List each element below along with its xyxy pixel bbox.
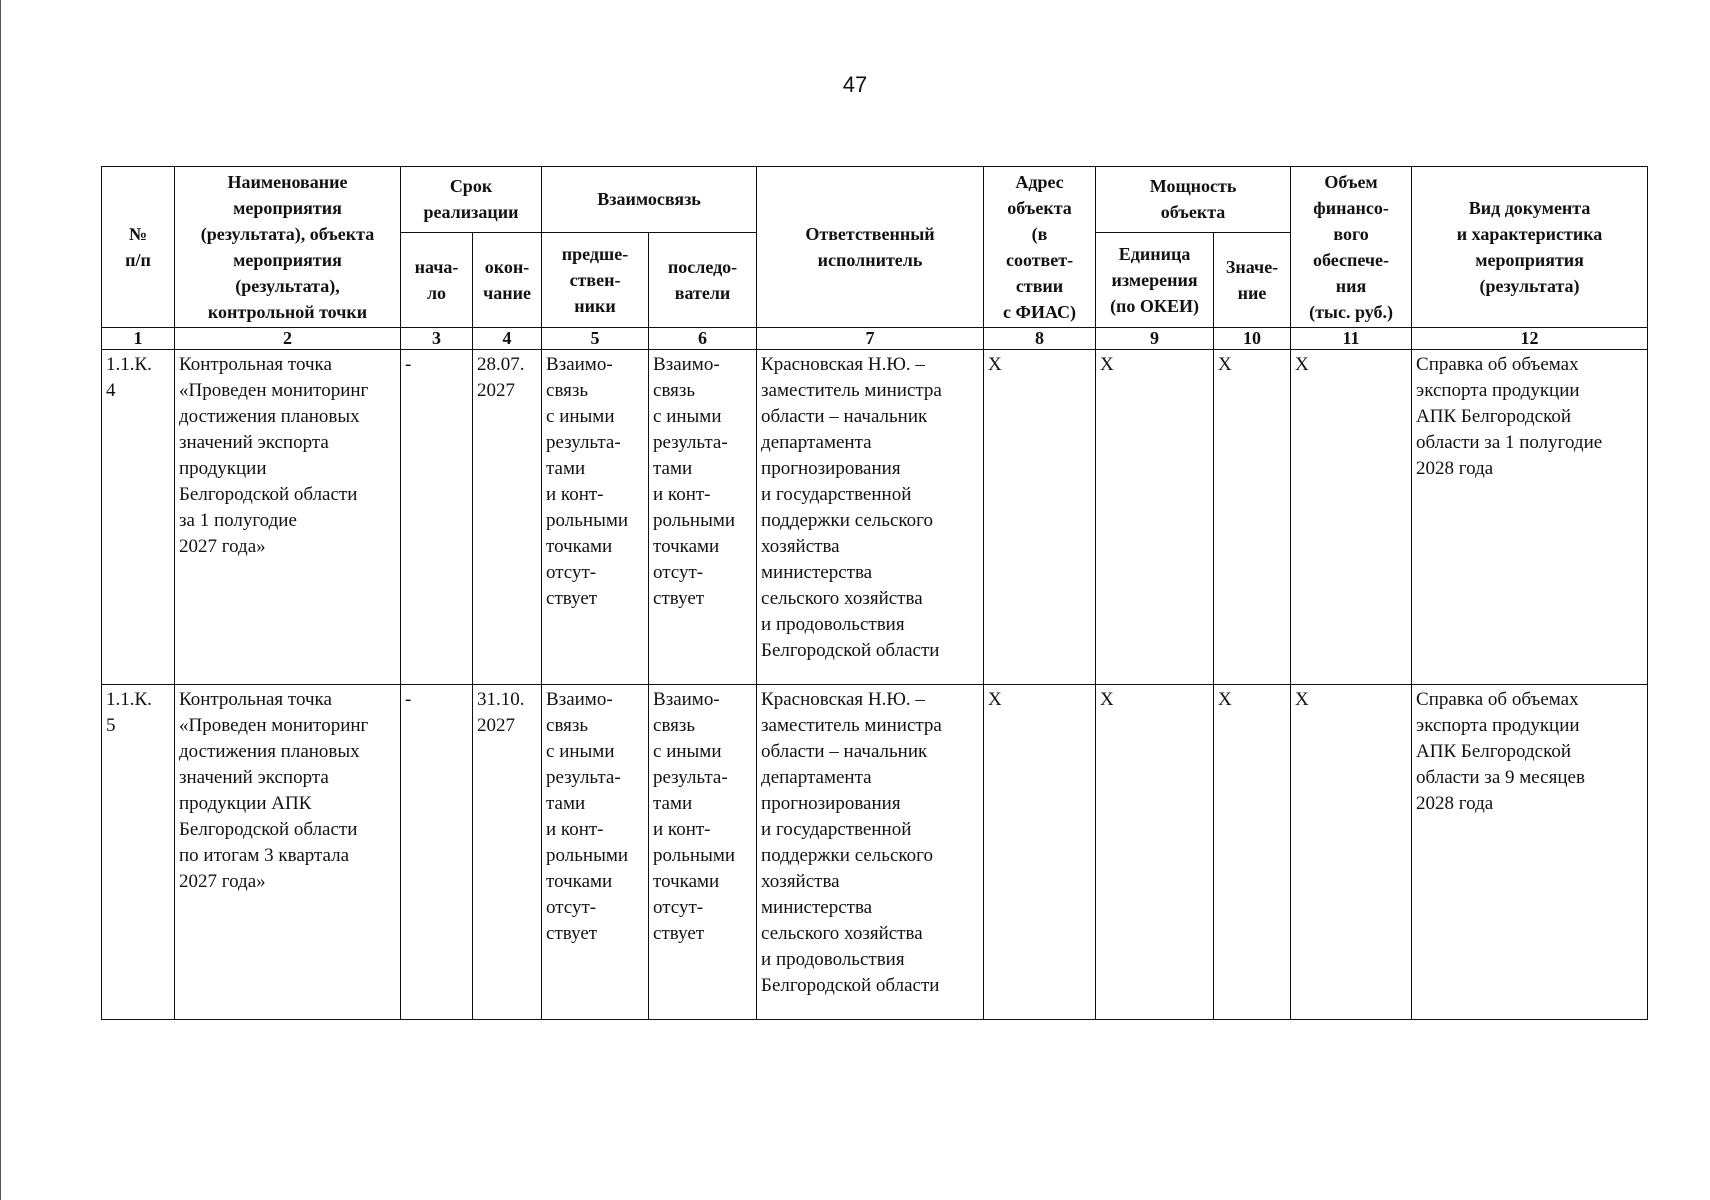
row-unit: X bbox=[1096, 685, 1214, 1020]
column-number: 11 bbox=[1291, 328, 1412, 350]
row-funding: X bbox=[1291, 685, 1412, 1020]
header-doc: Вид документа и характеристика мероприятия (результата) bbox=[1412, 167, 1648, 328]
row-start: - bbox=[401, 685, 473, 1020]
row-value: X bbox=[1214, 685, 1291, 1020]
column-number: 5 bbox=[542, 328, 649, 350]
row-document: Справка об объемах экспорта продукции АПК Белгородской области за 9 месяцев 2028 года bbox=[1412, 685, 1648, 1020]
column-number: 3 bbox=[401, 328, 473, 350]
row-funding: X bbox=[1291, 350, 1412, 685]
column-number: 2 bbox=[175, 328, 401, 350]
row-value: X bbox=[1214, 350, 1291, 685]
header-link-next: последо- ватели bbox=[649, 232, 757, 327]
header-num: № п/п bbox=[102, 167, 175, 328]
header-term: Срок реализации bbox=[401, 167, 542, 233]
table-row bbox=[102, 350, 1648, 685]
column-number: 9 bbox=[1096, 328, 1214, 350]
header-link: Взаимосвязь bbox=[542, 167, 757, 233]
row-number: 1.1.К. 4 bbox=[102, 350, 175, 685]
header-term-start: нача- ло bbox=[401, 232, 473, 327]
page-number: 47 bbox=[842, 72, 868, 97]
column-number: 1 bbox=[102, 328, 175, 350]
header-executor: Ответственный исполнитель bbox=[757, 167, 984, 328]
column-number: 7 bbox=[757, 328, 984, 350]
row-start: - bbox=[401, 350, 473, 685]
header-link-prev: предше- ствен- ники bbox=[542, 232, 649, 327]
column-number: 10 bbox=[1214, 328, 1291, 350]
header-capacity: Мощность объекта bbox=[1096, 167, 1291, 233]
row-successors: Взаимо- связь с иными результа- тами и конт- рольными точками отсут- ствует bbox=[649, 350, 757, 685]
page-edge-line bbox=[0, 0, 1, 1200]
row-executor: Красновская Н.Ю. – заместитель министра области – начальник департамента прогнозирования и государственной поддержки сельского хозяйства министерства сельского хозяйства и продовольствия Белгородской области bbox=[757, 350, 984, 685]
row-name: Контрольная точка «Проведен мониторинг достижения плановых значений экспорта продукции Белгородской области за 1 полугодие 2027 года» bbox=[175, 350, 401, 685]
table-row bbox=[102, 685, 1648, 1020]
row-document: Справка об объемах экспорта продукции АПК Белгородской области за 1 полугодие 2028 года bbox=[1412, 350, 1648, 685]
row-number: 1.1.К. 5 bbox=[102, 685, 175, 1020]
row-address: X bbox=[984, 685, 1096, 1020]
row-end: 28.07. 2027 bbox=[473, 350, 542, 685]
row-unit: X bbox=[1096, 350, 1214, 685]
column-number: 6 bbox=[649, 328, 757, 350]
column-number-row bbox=[102, 328, 1648, 350]
row-successors: Взаимо- связь с иными результа- тами и конт- рольными точками отсут- ствует bbox=[649, 685, 757, 1020]
plan-table bbox=[101, 166, 1648, 1020]
column-number: 4 bbox=[473, 328, 542, 350]
header-funding: Объем финансо- вого обеспече- ния (тыс. руб.) bbox=[1291, 167, 1412, 328]
column-number: 8 bbox=[984, 328, 1096, 350]
header-address: Адрес объекта (в соответ- ствии с ФИАС) bbox=[984, 167, 1096, 328]
row-address: X bbox=[984, 350, 1096, 685]
row-executor: Красновская Н.Ю. – заместитель министра области – начальник департамента прогнозирования и государственной поддержки сельского хозяйства министерства сельского хозяйства и продовольствия Белгородской области bbox=[757, 685, 984, 1020]
header-name: Наименование мероприятия (результата), объекта мероприятия (результата), контрольной точки bbox=[175, 167, 401, 328]
row-predecessors: Взаимо- связь с иными результа- тами и конт- рольными точками отсут- ствует bbox=[542, 685, 649, 1020]
column-number: 12 bbox=[1412, 328, 1648, 350]
header-term-end: окон- чание bbox=[473, 232, 542, 327]
row-end: 31.10. 2027 bbox=[473, 685, 542, 1020]
row-name: Контрольная точка «Проведен мониторинг достижения плановых значений экспорта продукции АПК Белгородской области по итогам 3 квартала 2027 года» bbox=[175, 685, 401, 1020]
row-predecessors: Взаимо- связь с иными результа- тами и конт- рольными точками отсут- ствует bbox=[542, 350, 649, 685]
header-row-1 bbox=[102, 167, 1648, 233]
header-capacity-value: Значе- ние bbox=[1214, 232, 1291, 327]
header-capacity-unit: Единица измерения (по ОКЕИ) bbox=[1096, 232, 1214, 327]
